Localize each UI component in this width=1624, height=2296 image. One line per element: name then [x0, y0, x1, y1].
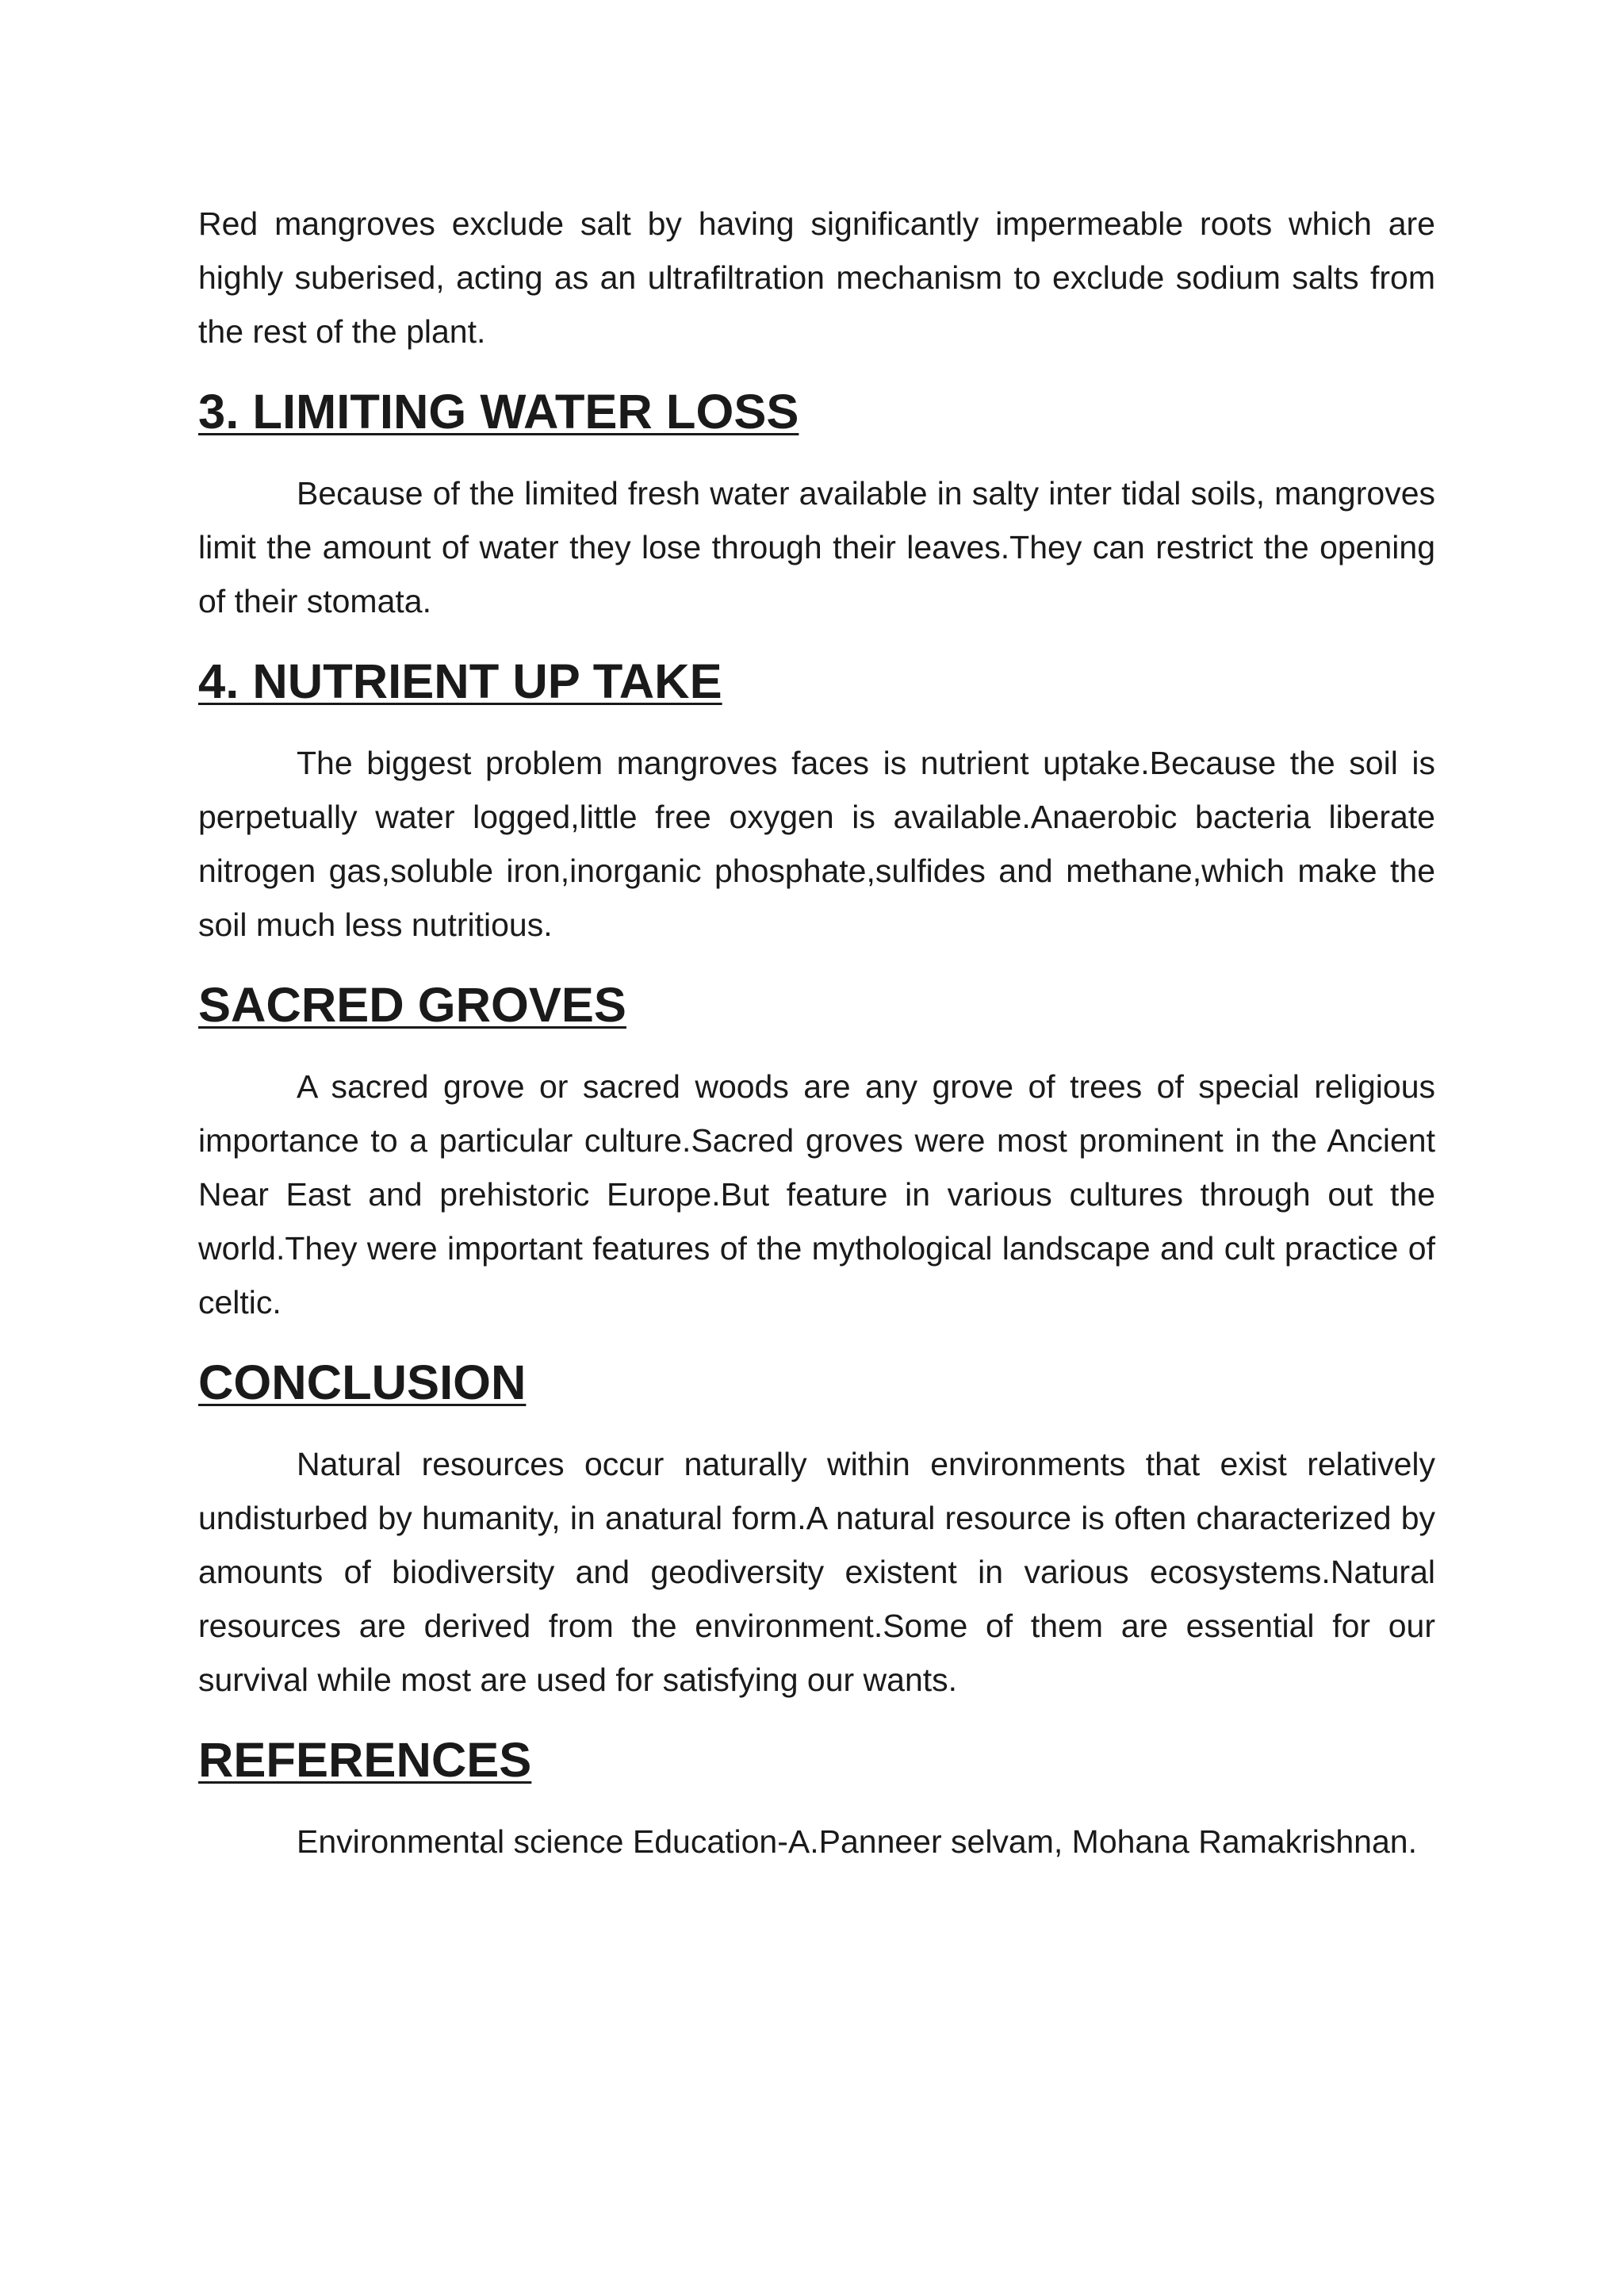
section-body-conclusion: Natural resources occur naturally within environments that exist relatively undisturbed by humanity, in anatural form.A natural resource is often characterized by amounts of biodiversity and geodiversity existent in various ecosystems.Natural resources are derived from the environment.Some of them are essential for our survival while most are used for satisfying our wants. — [198, 1446, 1435, 1698]
section-heading-conclusion: CONCLUSION — [198, 1355, 527, 1410]
section-body-references: Environmental science Education-A.Panneer selvam, Mohana Ramakrishnan. — [297, 1823, 1417, 1860]
section-heading-limiting-water-loss: 3. LIMITING WATER LOSS — [198, 385, 799, 439]
document-page — [198, 197, 1435, 1869]
section-heading-nutrient-uptake: 4. NUTRIENT UP TAKE — [198, 654, 722, 709]
intro-paragraph: Red mangroves exclude salt by having significantly impermeable roots which are highly suberised, acting as an ultrafiltration mechanism to exclude sodium salts from the rest of the plant. — [198, 205, 1435, 350]
section-body-sacred-groves: A sacred grove or sacred woods are any grove of trees of special religious importance to a particular culture.Sacred groves were most prominent in the Ancient Near East and prehistoric Europe.But feature in various cultures through out the world.They were important features of the mythological landscape and cult practice of celtic. — [198, 1068, 1435, 1320]
section-heading-references: REFERENCES — [198, 1733, 532, 1788]
section-body-limiting-water-loss: Because of the limited fresh water available in salty inter tidal soils, mangroves limit the amount of water they lose through their leaves.They can restrict the opening of their stomata. — [198, 475, 1435, 619]
section-heading-sacred-groves: SACRED GROVES — [198, 978, 626, 1033]
section-body-nutrient-uptake: The biggest problem mangroves faces is nutrient uptake.Because the soil is perpetually water logged,little free oxygen is available.Anaerobic bacteria liberate nitrogen gas,soluble iron,inorganic phosphate,sulfides and methane,which make the soil much less nutritious. — [198, 745, 1435, 943]
